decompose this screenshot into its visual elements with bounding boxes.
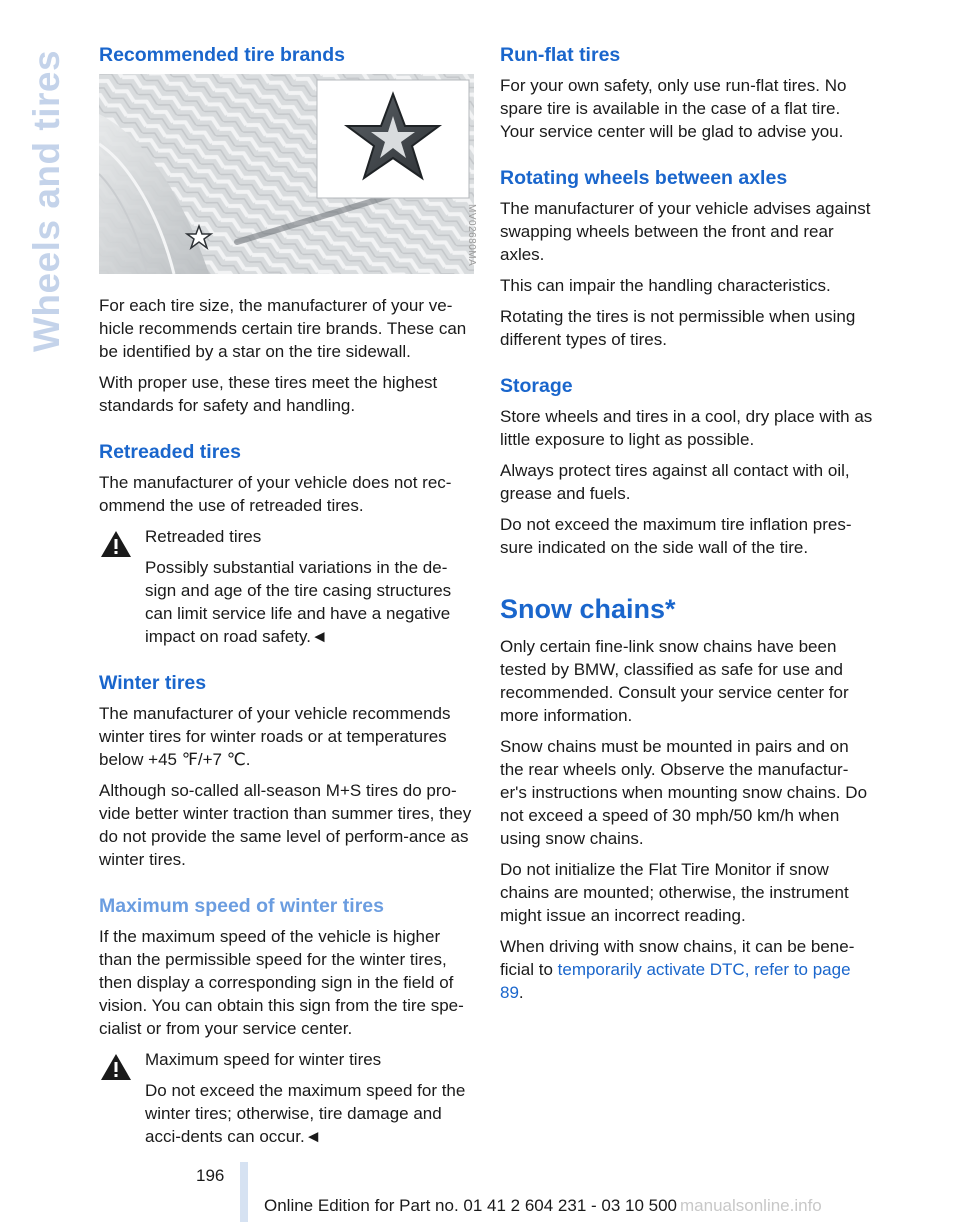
heading-maximum-speed-winter-tires: Maximum speed of winter tires: [99, 895, 384, 917]
warning-max-speed-body: Do not exceed the maximum speed for the winter tires; otherwise, tire damage and acci-dents can occur.◄: [145, 1081, 466, 1146]
figure-code: MV02680MA: [466, 204, 477, 267]
storage-paragraph-2: Always protect tires against all contact with oil, grease and fuels.: [500, 461, 850, 503]
heading-snow-chains: Snow chains*: [500, 594, 676, 624]
heading-run-flat-tires: Run-flat tires: [500, 44, 621, 66]
rotating-paragraph-1: The manufacturer of your vehicle advises against swapping wheels between the front and rear axles.: [500, 199, 871, 264]
snow-paragraph-2: Snow chains must be mounted in pairs and on the rear wheels only. Observe the manufactur-er's instructions when mounting snow chains. Do not exceed a speed of 30 mph/50 km/h when using snow chains.: [500, 737, 868, 848]
heading-storage: Storage: [500, 375, 573, 397]
retreaded-paragraph-1: The manufacturer of your vehicle does not rec-ommend the use of retreaded tires.: [99, 473, 452, 515]
rotating-paragraph-2: This can impair the handling characteristics.: [500, 276, 831, 295]
snow-paragraph-4: [500, 935, 875, 1004]
tire-star-figure: [99, 74, 477, 274]
page-number: 196: [196, 1166, 225, 1185]
rotating-paragraph-3: Rotating the tires is not permissible when using different types of tires.: [500, 307, 856, 349]
winter-paragraph-2: Although so-called all-season M+S tires do pro-vide better winter traction than summer tires, they do not provide the same level of perform-ance as winter tires.: [99, 781, 472, 869]
runflat-paragraph-1: For your own safety, only use run-flat tires. No spare tire is available in the case of a flat tire. Your service center will be glad to advise you.: [500, 76, 847, 141]
warning-retreaded-body: Possibly substantial variations in the de-sign and age of the tire casing structures can limit service life and have a negative impact on road safety.◄: [145, 558, 452, 646]
recommended-paragraph-1: For each tire size, the manufacturer of your ve-hicle recommends certain tire brands. These can be identified by a star on the tire sidewall.: [99, 296, 467, 361]
snow-paragraph-4-prefix: When driving with snow chains, it can be bene-ficial to: [500, 937, 855, 979]
snow-paragraph-4-suffix: .: [518, 983, 524, 1002]
tire-illustration: [99, 74, 474, 274]
warning-max-speed-title: Maximum speed for winter tires: [145, 1050, 382, 1069]
chapter-side-title-text: Wheels and tires: [26, 49, 67, 352]
online-edition-text: Online Edition for Part no. 01 41 2 604 231 - 03 10 500: [264, 1196, 678, 1215]
warning-retreaded-title: Retreaded tires: [145, 527, 262, 546]
heading-rotating-wheels: Rotating wheels between axles: [500, 167, 788, 189]
winter-paragraph-1: The manufacturer of your vehicle recommends winter tires for winter roads or at temperatures below +45 ℉/+7 ℃.: [99, 704, 451, 769]
recommended-paragraph-2: With proper use, these tires meet the highest standards for safety and handling.: [99, 373, 438, 415]
snow-paragraph-1: Only certain fine-link snow chains have been tested by BMW, classified as safe for use and recommended. Consult your service center for more information.: [500, 637, 849, 725]
left-column: [99, 42, 477, 1156]
maxspeed-paragraph-1: If the maximum speed of the vehicle is higher than the permissible speed for the winter tires, then display a corresponding sign in the field of vision. You can obtain this sign from the tire spe-cialist or from your service center.: [99, 927, 464, 1038]
heading-recommended-tire-brands: Recommended tire brands: [99, 44, 345, 66]
warning-triangle-icon: [99, 529, 133, 559]
warning-triangle-icon: [99, 1052, 133, 1082]
chapter-side-title: [22, 40, 67, 360]
dtc-page-link[interactable]: temporarily activate DTC, refer to page 89: [500, 960, 851, 1002]
warning-max-speed: [99, 1048, 474, 1148]
heading-retreaded-tires: Retreaded tires: [99, 441, 241, 463]
storage-paragraph-1: Store wheels and tires in a cool, dry place with as little exposure to light as possible.: [500, 407, 873, 449]
site-watermark: manualsonline.info: [680, 1196, 822, 1215]
storage-paragraph-3: Do not exceed the maximum tire inflation pres-sure indicated on the side wall of the tire.: [500, 515, 852, 557]
footer-accent-bar: [240, 1162, 248, 1222]
warning-retreaded: [99, 525, 474, 648]
snow-paragraph-3: Do not initialize the Flat Tire Monitor if snow chains are mounted; otherwise, the instrument might issue an incorrect reading.: [500, 860, 849, 925]
heading-winter-tires: Winter tires: [99, 672, 207, 694]
right-column: [500, 42, 875, 1012]
